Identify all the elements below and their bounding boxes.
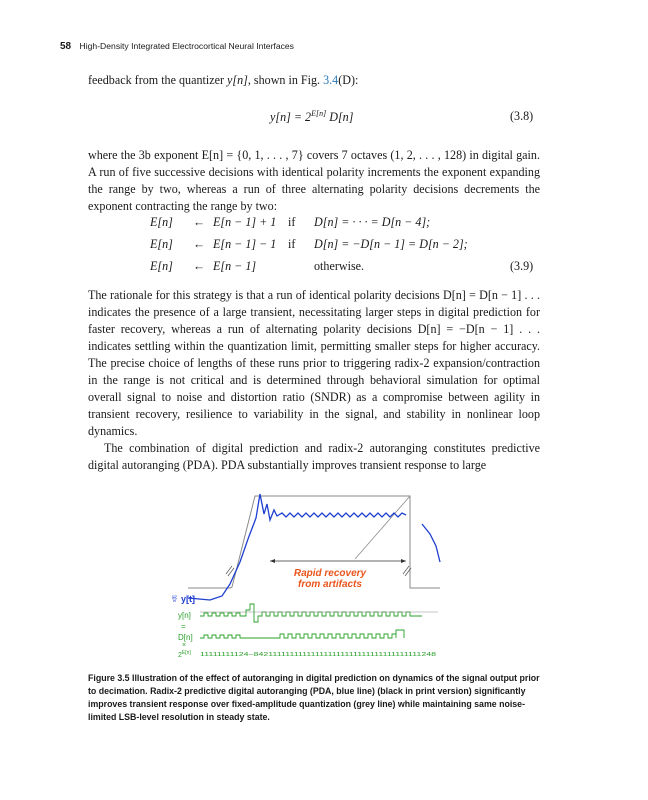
fixed-ramp-line [355,496,410,559]
figure-label: Figure 3.5 [88,673,130,683]
annotation-rapid-recovery: Rapid recovery [293,568,367,579]
paragraph-pda: The combination of digital prediction and radix-2 autoranging constitutes predictive digital autoranging (PDA). PDA substantially improves transient response to large [88,441,540,472]
pda-tail-trace [422,524,440,562]
equation-3-9-row-2: E[n] ← E[n − 1] − 1 if D[n] = −D[n − 1] = D[n − 2]; [150,237,468,251]
paragraph-intro: feedback from the quantizer y[n], shown in Fig. 3.4(D): [88,73,359,87]
label-d-n: D[n] [178,633,193,642]
label-y-n: y[n] [178,611,191,620]
exponent-digit-row: 11111111124−842111111111111111111111111111111111111248 [200,652,436,658]
equation-number-3-8: (3.8) [510,109,534,123]
label-2-en: $2^{E[n]}$ [178,650,191,659]
running-header [60,41,294,52]
equation-3-9-row-3: E[n] ← E[n − 1] otherwise. [150,259,365,273]
paragraph-rationale: The rationale for this strategy is that a run of identical polarity decisions D[n] = D[n − 1] . . . indicates the presence of a large transient, necessitating larger steps in digital prediction for faster recovery, whereas a run of alternating polarity decisions D[n] = −D[n − 1] . . . indicates settling within the quantization limit, permitting smaller steps for higher accuracy. The precise choice of lengths of these runs prior to triggering radix-2 expansion/contraction in the range is not critical and is determined through behavioral simulation for optimal overall signal to noise and distortion ratio (SNDR) as a compromise between agility in transient recovery, resilience to variability in the signal, and stability in nonlinear loop dynamics. [88,288,540,438]
figure-caption [88,672,540,724]
label-y-t: y[t] [181,594,195,604]
dn-pulse-train [200,630,404,638]
pda-trace [188,494,406,600]
figure-3-5 [170,484,470,664]
page-number: 58 [60,41,72,52]
label-equals: = [181,622,186,631]
figure-caption-text: Illustration of the effect of autoranging in digital prediction on dynamics of the signal output prior to decimation. Radix-2 predictive digital autoranging (PDA, blue line) (black in print version) significantly improves transient response over fixed-amplitude quantization (grey line) while maintaining same noise-limited LSB-level resolution in steady state. [88,673,540,722]
label-x-t: x[t] [172,595,178,602]
running-title: High-Density Integrated Electrocortical Neural Interfaces [79,41,294,51]
equation-3-8: $y[n] = 2^{E[n]}$ D[n] [270,109,354,125]
annotation-from-artifacts: from artifacts [298,579,362,590]
equation-3-9-row-1: E[n] ← E[n − 1] + 1 if D[n] = · · · = D[n − 4]; [150,215,431,229]
paragraph-exponent: where the 3b exponent E[n] = {0, 1, . . . , 7} covers 7 octaves (1, 2, . . . , 128) in digital gain. A run of five successive decisions with identical polarity increments the exponent expanding the range by two, whereas a run of three alternating polarity decisions decrements the exponent contracting the range by two: [88,148,540,213]
label-times: × [182,642,187,649]
equation-number-3-9: (3.9) [510,259,534,273]
yn-pulse-train [200,604,422,622]
figure-reference-link[interactable]: 3.4 [323,73,339,87]
